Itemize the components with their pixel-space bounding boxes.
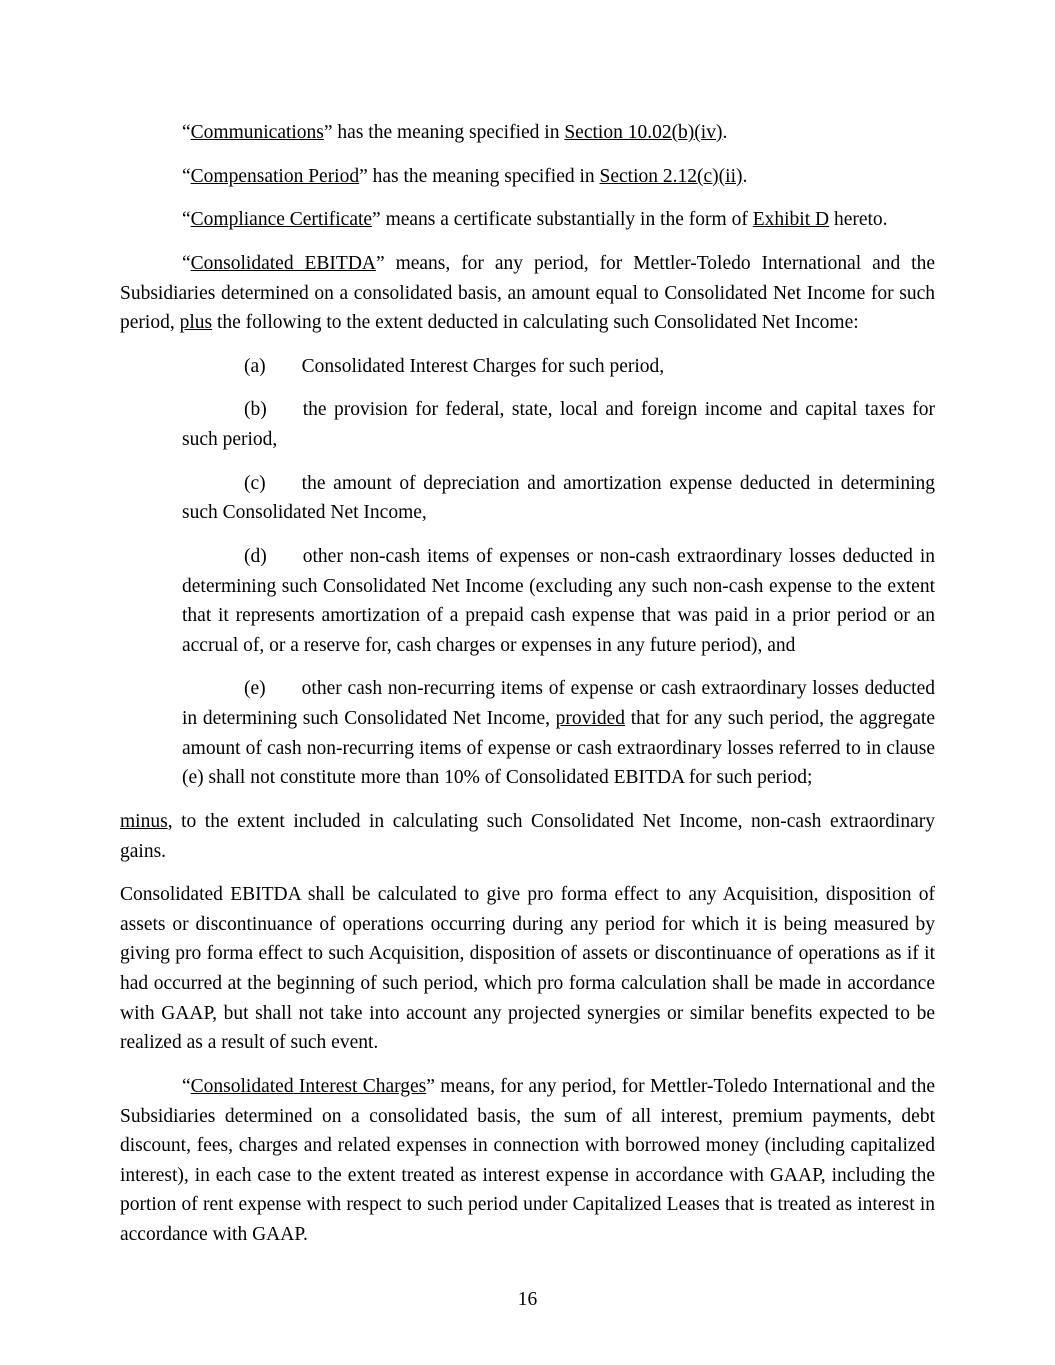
document-body [120,118,935,1250]
clause-c [182,469,935,528]
clause-a-text [182,356,664,377]
p-compliance-certificate-run-4: hereto. [829,209,888,231]
p-compliance-certificate-run-2: ” means a certificate substantially in the form of [372,209,753,231]
p-minus [120,807,935,866]
p-communications-run-3: Section 10.02(b)(iv) [564,122,723,143]
clause-a [182,352,935,382]
clause-c-run-0: the amount of depreciation and amortization expense deducted in determining such Consolidated Net Income, [182,472,935,524]
clause-b-marker: (b) [244,399,267,421]
p-consolidated-ebitda-run-3: plus [179,312,213,334]
p-consolidated-interest-charges [120,1072,935,1250]
page-number: 16 [517,1288,538,1310]
p-communications-run-2: ” has the meaning specified in [323,122,565,143]
p-compliance-certificate-run-0: “ [182,209,191,231]
p-minus-run-0: minus [120,810,168,832]
p-compensation-period-run-4: . [742,165,748,187]
clause-e-run-2: that for any such period, the aggregate amount of cash non-recurring items of expense or cash extraordinary losses referred to in clause (e) shall not constitute more than 10% of Consolidated EBITDA for such period; [182,708,935,789]
clause-b [182,395,935,454]
p-communications-run-1: Communications [190,122,324,143]
p-compensation-period-run-3: Section 2.12(c)(ii) [599,165,743,187]
clause-c-marker: (c) [244,472,266,494]
clause-e-marker: (e) [244,678,266,700]
p-compensation-period-run-0: “ [182,165,191,187]
clause-b-text [182,399,935,450]
p-consolidated-ebitda-run-4: the following to the extent deducted in calculating such Consolidated Net Income: [212,312,859,334]
clause-d-marker: (d) [244,545,267,567]
clause-e-text [182,678,935,788]
p-proforma-run-0: Consolidated EBITDA shall be calculated to give pro forma effect to any Acquisition, disposition of assets or discontinuance of operations occurring during any period for which it is being measured by giving pro forma effect to such Acquisition, disposition of assets or discontinuance of operations as if it had occurred at the beginning of such period, which pro forma calculation shall be made in accordance with GAAP, but shall not take into account any projected synergies or similar benefits expected to be realized as a result of such event. [120,884,935,1054]
p-consolidated-interest-charges-run-1: Consolidated Interest Charges [190,1075,427,1097]
p-consolidated-ebitda-run-0: “ [182,252,191,274]
p-compensation-period [120,162,935,192]
clause-d-text [182,546,935,656]
clause-e-run-0: other cash non-recurring items of expense or cash extraordinary losses deducted in determining such Consolidated Net Income, [182,678,935,729]
p-consolidated-ebitda-run-1: Consolidated EBITDA [190,252,376,274]
p-compensation-period-run-1: Compensation Period [190,165,360,187]
p-minus-run-1: , to the extent included in calculating such Consolidated Net Income, non-cash extraordinary gains. [120,810,935,862]
p-communications [120,118,935,148]
p-compliance-certificate [120,205,935,235]
p-consolidated-ebitda-run-2: ” means, for any period, for Mettler-Toledo International and the Subsidiaries determined on a consolidated basis, an amount equal to Consolidated Net Income for such period, [120,252,935,334]
p-consolidated-interest-charges-run-0: “ [182,1075,191,1097]
p-compliance-certificate-run-3: Exhibit D [752,209,830,231]
clause-e-run-1: provided [555,708,625,729]
p-proforma [120,880,935,1058]
clause-a-marker: (a) [244,355,266,377]
p-consolidated-interest-charges-run-2: ” means, for any period, for Mettler-Toledo International and the Subsidiaries determined on a consolidated basis, the sum of all interest, premium payments, debt discount, fees, charges and related expenses in connection with borrowed money (including capitalized interest), in each case to the extent treated as interest expense in accordance with GAAP, including the portion of rent expense with respect to such period under Capitalized Leases that is treated as interest in accordance with GAAP. [120,1075,936,1245]
p-communications-run-4: . [722,122,728,143]
p-compliance-certificate-run-1: Compliance Certificate [190,209,373,231]
clause-d [182,542,935,661]
p-communications-run-0: “ [182,122,191,143]
p-consolidated-ebitda [120,249,935,338]
clause-b-run-0: the provision for federal, state, local and foreign income and capital taxes for such period, [182,399,935,450]
p-compensation-period-run-2: ” has the meaning specified in [359,165,600,187]
clause-e [182,674,935,793]
clause-c-text [182,473,935,524]
clause-d-run-0: other non-cash items of expenses or non-cash extraordinary losses deducted in determining such Consolidated Net Income (excluding any such non-cash expense to the extent that it represents amortization of a prepaid cash expense that was paid in a prior period or an accrual of, or a reserve for, cash charges or expenses in any future period), and [182,545,935,656]
clause-a-run-0: Consolidated Interest Charges for such period, [301,355,665,377]
